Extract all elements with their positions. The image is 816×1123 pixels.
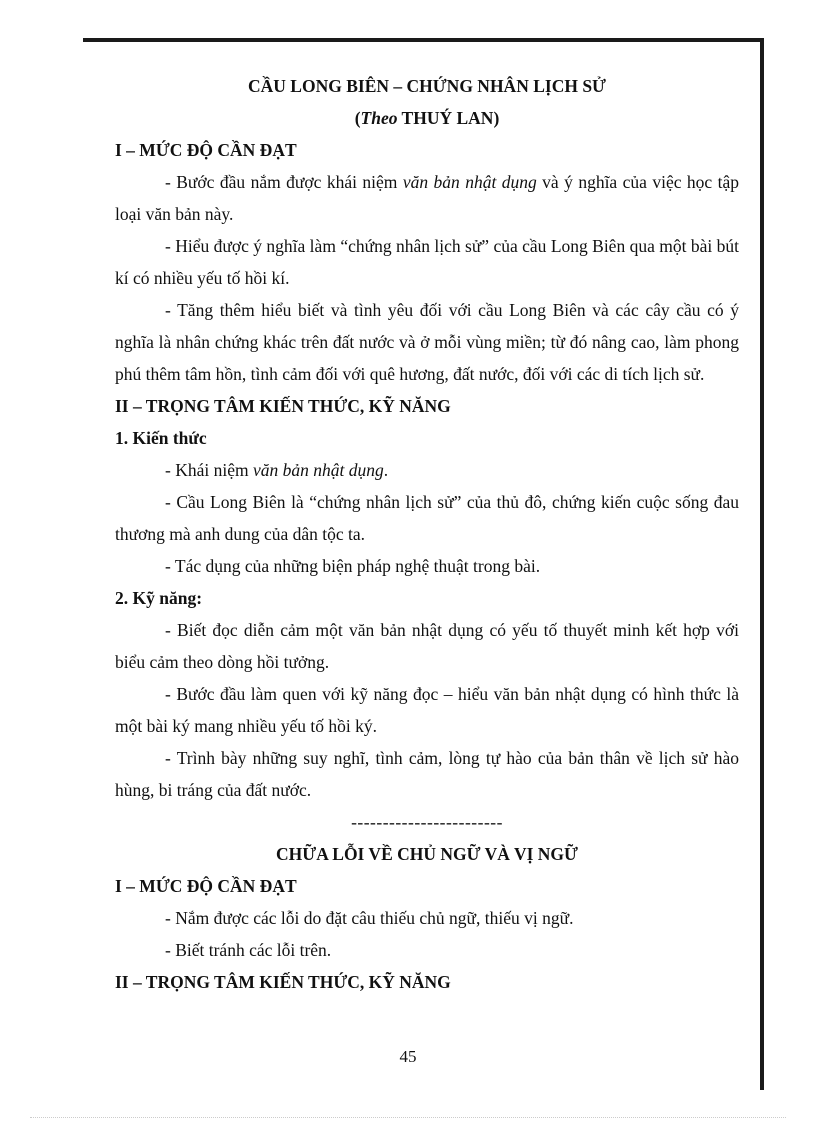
skill-paragraph: - Trình bày những suy nghĩ, tình cảm, lòng tự hào của bản thân về lịch sử hào hùng, bi tráng của đất nước. xyxy=(115,748,739,800)
author-prefix: Theo xyxy=(360,108,398,128)
footer-dotted-line xyxy=(30,1117,786,1118)
section-divider: ------------------------ xyxy=(351,812,503,832)
knowledge-paragraph: - Cầu Long Biên là “chứng nhân lịch sử” của thủ đô, chứng kiến cuộc sống đau thương mà anh dung của dân tộc ta. xyxy=(115,492,739,544)
text-run: - Bước đầu nắm được khái niệm xyxy=(165,172,403,192)
section-heading-focus: II – TRỌNG TÂM KIẾN THỨC, KỸ NĂNG xyxy=(115,396,451,416)
objective-paragraph: - Nắm được các lỗi do đặt câu thiếu chủ ngữ, thiếu vị ngữ. xyxy=(165,908,574,928)
section-heading-objectives: I – MỨC ĐỘ CẦN ĐẠT xyxy=(115,140,297,160)
page-number: 45 xyxy=(399,1047,417,1066)
knowledge-paragraph: - Tác dụng của những biện pháp nghệ thuật trong bài. xyxy=(165,556,541,576)
objective-paragraph: - Biết tránh các lỗi trên. xyxy=(165,940,332,960)
subheading-knowledge: 1. Kiến thức xyxy=(115,428,207,448)
skill-paragraph: - Biết đọc diễn cảm một văn bản nhật dụng có yếu tố thuyết minh kết hợp với biểu cảm theo dòng hồi tưởng. xyxy=(115,620,739,672)
knowledge-paragraph xyxy=(115,454,739,486)
lesson-title: CẦU LONG BIÊN – CHỨNG NHÂN LỊCH SỬ xyxy=(248,76,606,96)
objective-paragraph: - Hiểu được ý nghĩa làm “chứng nhân lịch sử” của cầu Long Biên qua một bài bút kí có nhiều yếu tố hồi kí. xyxy=(115,236,739,288)
subheading-skills: 2. Kỹ năng: xyxy=(115,588,203,608)
text-run: . xyxy=(383,460,389,480)
text-run: - Khái niệm xyxy=(165,460,253,480)
objective-paragraph: - Tăng thêm hiểu biết và tình yêu đối với cầu Long Biên và các cây cầu có ý nghĩa là nhân chứng khác trên đất nước và ở mỗi vùng miền; từ đó nâng cao, làm phong phú thêm tâm hồn, tình cảm đối với quê hương, đất nước, đối với các di tích lịch sử. xyxy=(115,300,739,384)
objective-paragraph xyxy=(115,166,739,230)
lesson-author: (Theo THUÝ LAN) xyxy=(354,108,500,128)
italic-term: văn bản nhật dụng xyxy=(252,460,384,480)
section-heading-focus: II – TRỌNG TÂM KIẾN THỨC, KỸ NĂNG xyxy=(115,972,451,992)
document-body xyxy=(115,70,739,998)
section-heading-objectives: I – MỨC ĐỘ CẦN ĐẠT xyxy=(115,876,297,896)
italic-term: văn bản nhật dụng xyxy=(402,172,537,192)
text-run: và ý nghĩa của việc học tập loại văn bản này. xyxy=(115,172,739,224)
skill-paragraph: - Bước đầu làm quen với kỹ năng đọc – hiểu văn bản nhật dụng có hình thức là một bài ký mang nhiều yếu tố hồi ký. xyxy=(115,684,739,736)
lesson-title: CHỮA LỖI VỀ CHỦ NGỮ VÀ VỊ NGỮ xyxy=(276,844,578,864)
author-name: THUÝ LAN xyxy=(397,108,494,128)
